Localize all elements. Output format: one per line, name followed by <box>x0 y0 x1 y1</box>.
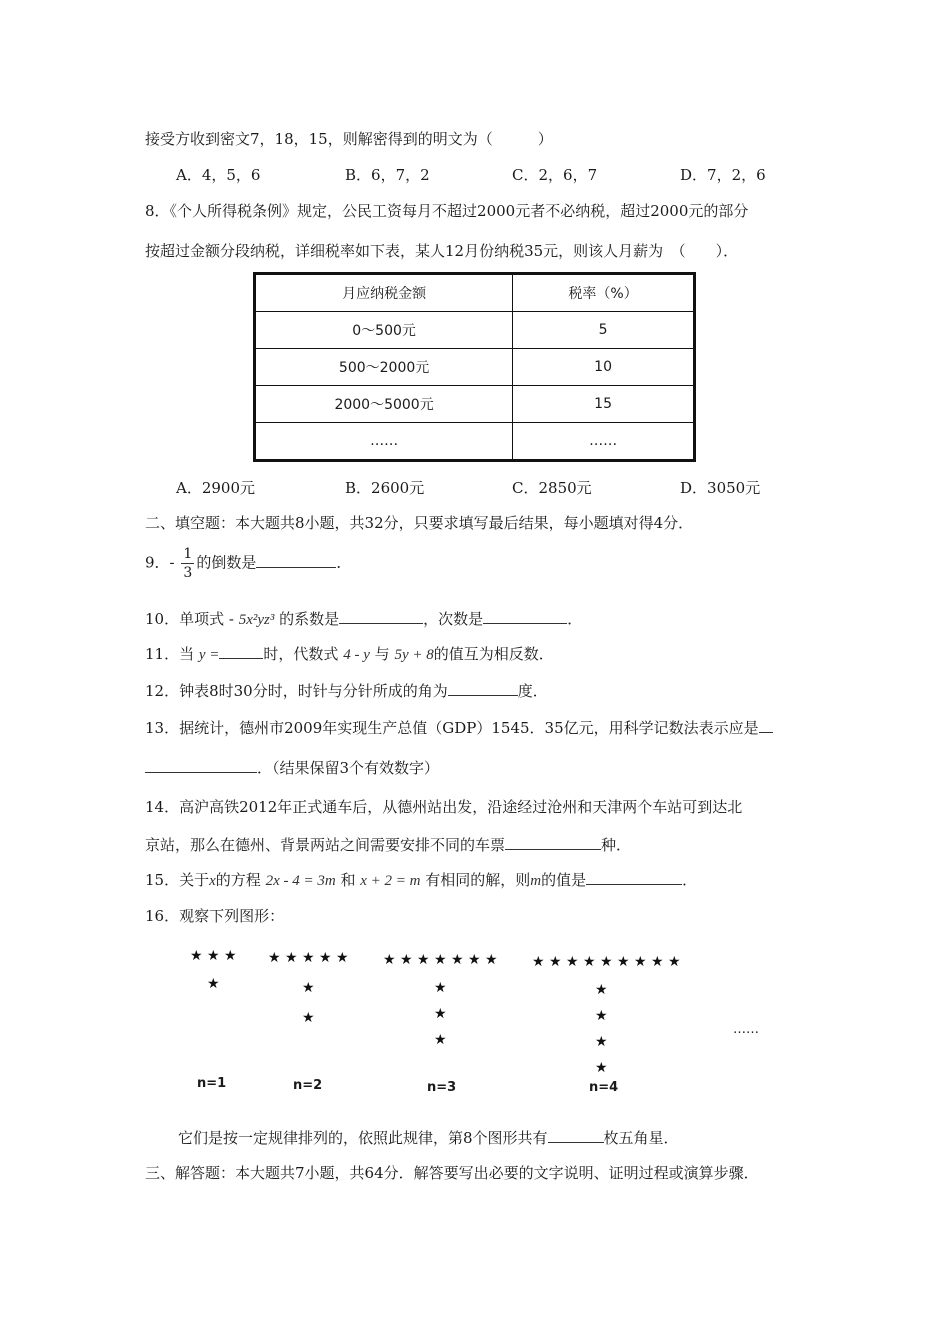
answer-blank[interactable] <box>145 758 257 773</box>
q7-option-b: B．6，7，2 <box>345 166 430 184</box>
table-cell: 5 <box>513 312 695 349</box>
star-icon: ★ <box>434 952 447 968</box>
star-icon: ★ <box>595 982 608 998</box>
q7-option-d: D．7，2，6 <box>680 166 766 184</box>
continuation-dots: …… <box>733 1022 759 1037</box>
answer-blank[interactable] <box>483 609 567 624</box>
answer-blank[interactable] <box>505 835 601 850</box>
q10-expression: 5x²yz³ <box>238 612 275 628</box>
q11-mid2: 与 <box>374 645 390 663</box>
q9-end: ． <box>336 553 352 572</box>
q10-end: ． <box>567 610 583 628</box>
q11-variable: y = <box>198 647 220 663</box>
star-icon: ★ <box>651 954 664 970</box>
q16-tail <box>178 1127 679 1148</box>
star-icon: ★ <box>549 954 562 970</box>
q14-end: 种． <box>601 836 632 854</box>
q15 <box>145 869 697 890</box>
q8-line1: 8．《个人所得税条例》规定，公民工资每月不超过2000元者不必纳税，超过2000元的部分 <box>145 202 749 220</box>
fraction-denominator: 3 <box>183 565 193 581</box>
q8-option-a: A．2900元 <box>176 479 256 497</box>
table-header: 税率（%） <box>513 274 695 312</box>
q15-variable: x <box>209 873 216 889</box>
tax-rate-table <box>253 272 696 462</box>
q15-mid3: 有相同的解，则 <box>425 871 531 889</box>
answer-blank[interactable] <box>256 553 336 568</box>
q7-option-a: A．4，5，6 <box>176 166 261 184</box>
q11-expression2: 5y + 8 <box>394 647 434 663</box>
fraction-numerator: 1 <box>183 546 193 562</box>
star-icon: ★ <box>336 950 349 966</box>
q10-mid: 的系数是 <box>279 610 340 628</box>
q11-expression1: 4 - y <box>343 647 370 663</box>
q8-option-c: C．2850元 <box>512 479 592 497</box>
q14-line1: 14．高沪高铁2012年正式通车后，从德州站出发，沿途经过沧州和天津两个车站可到达北 <box>145 798 743 816</box>
table-cell: 10 <box>513 349 695 386</box>
q11 <box>145 643 554 664</box>
star-icon: ★ <box>302 950 315 966</box>
star-icon: ★ <box>634 954 647 970</box>
figure-label: n=1 <box>197 1076 227 1091</box>
figure-label: n=3 <box>427 1080 457 1095</box>
q13-line1: 13．据统计，德州市2009年实现生产总值（GDP）1545．35亿元，用科学记数法表示应是 <box>145 719 759 737</box>
star-icon: ★ <box>583 954 596 970</box>
q15-prefix: 15．关于 <box>145 871 210 889</box>
star-icon: ★ <box>532 954 545 970</box>
q15-mid2: 和 <box>340 871 356 889</box>
q15-end2: ． <box>682 871 698 889</box>
q8-option-b: B．2600元 <box>345 479 425 497</box>
star-icon: ★ <box>595 1008 608 1024</box>
q15-variable-m: m <box>530 873 542 889</box>
answer-blank[interactable] <box>339 609 423 624</box>
table-cell: 2000～5000元 <box>255 386 513 423</box>
q9-prefix: 9．- <box>145 553 175 572</box>
star-icon: ★ <box>285 950 298 966</box>
q16-tail-end: 枚五角星． <box>603 1129 679 1147</box>
q9-suffix: 的倒数是 <box>196 553 257 572</box>
star-icon: ★ <box>319 950 332 966</box>
table-cell: 500～2000元 <box>255 349 513 386</box>
table-cell: …… <box>255 423 513 461</box>
q13-end: ．（结果保留3个有效数字） <box>257 759 440 777</box>
q14-line2: 京站，那么在德州、背景两站之间需要安排不同的车票 <box>145 836 506 854</box>
star-icon: ★ <box>268 950 281 966</box>
q10 <box>145 608 582 629</box>
table-cell: 15 <box>513 386 695 423</box>
answer-blank[interactable] <box>548 1128 604 1143</box>
q16-tail-text: 它们是按一定规律排列的，依照此规律，第8个图形共有 <box>178 1129 548 1147</box>
star-icon: ★ <box>434 980 447 996</box>
q10-prefix: 10．单项式 - <box>145 610 234 628</box>
table-cell: 0～500元 <box>255 312 513 349</box>
figure-label: n=4 <box>589 1080 619 1095</box>
star-icon: ★ <box>434 1006 447 1022</box>
q9 <box>145 545 351 582</box>
star-icon: ★ <box>207 976 220 992</box>
star-icon: ★ <box>600 954 613 970</box>
star-icon: ★ <box>485 952 498 968</box>
star-icon: ★ <box>468 952 481 968</box>
table-row <box>255 386 695 423</box>
q15-end: 的值是 <box>541 871 587 889</box>
q11-prefix: 11．当 <box>145 645 195 663</box>
star-pattern-figure <box>185 938 785 1098</box>
table-header: 月应纳税金额 <box>255 274 513 312</box>
star-icon: ★ <box>566 954 579 970</box>
star-icon: ★ <box>302 1010 315 1026</box>
star-icon: ★ <box>595 1060 608 1076</box>
q11-mid: 时，代数式 <box>263 645 339 663</box>
answer-blank[interactable] <box>219 644 263 659</box>
table-header-row <box>255 274 695 312</box>
q15-mid: 的方程 <box>215 871 261 889</box>
answer-blank[interactable] <box>448 681 518 696</box>
star-icon: ★ <box>302 980 315 996</box>
star-icon: ★ <box>207 948 220 964</box>
table-row <box>255 423 695 461</box>
star-icon: ★ <box>434 1032 447 1048</box>
table-row <box>255 312 695 349</box>
star-icon: ★ <box>383 952 396 968</box>
answer-blank[interactable] <box>759 718 773 733</box>
fraction <box>181 545 194 582</box>
star-icon: ★ <box>400 952 413 968</box>
q7-text: 接受方收到密文7，18，15，则解密得到的明文为（ ） <box>145 130 553 148</box>
q14 <box>145 834 631 855</box>
q16-heading: 16．观察下列图形： <box>145 907 285 925</box>
star-icon: ★ <box>224 948 237 964</box>
star-icon: ★ <box>190 948 203 964</box>
section3-heading: 三、解答题：本大题共7小题，共64分．解答要写出必要的文字说明、证明过程或演算步骤． <box>145 1164 759 1182</box>
q12 <box>145 680 548 701</box>
q15-equation2: x + 2 = m <box>360 873 421 889</box>
q11-end: 的值互为相反数． <box>433 645 554 663</box>
q8-option-d: D．3050元 <box>680 479 761 497</box>
answer-blank[interactable] <box>586 870 682 885</box>
figure-label: n=2 <box>293 1078 323 1093</box>
q7-option-c: C．2，6，7 <box>512 166 598 184</box>
table-row <box>255 349 695 386</box>
section2-heading: 二、填空题：本大题共8小题，共32分，只要求填写最后结果，每小题填对得4分． <box>145 514 694 532</box>
star-icon: ★ <box>595 1034 608 1050</box>
q10-mid2: ，次数是 <box>423 610 484 628</box>
star-icon: ★ <box>668 954 681 970</box>
q8-line2: 按超过金额分段纳税，详细税率如下表，某人12月份纳税35元，则该人月薪为 （ ）． <box>145 242 739 260</box>
star-icon: ★ <box>451 952 464 968</box>
q13 <box>145 717 773 738</box>
q12-end: 度． <box>517 682 548 700</box>
table-cell: …… <box>513 423 695 461</box>
q15-equation1: 2x - 4 = 3m <box>265 873 336 889</box>
q13-line2 <box>145 757 439 778</box>
q12-prefix: 12．钟表8时30分时，时针与分针所成的角为 <box>145 682 448 700</box>
star-icon: ★ <box>617 954 630 970</box>
star-icon: ★ <box>417 952 430 968</box>
